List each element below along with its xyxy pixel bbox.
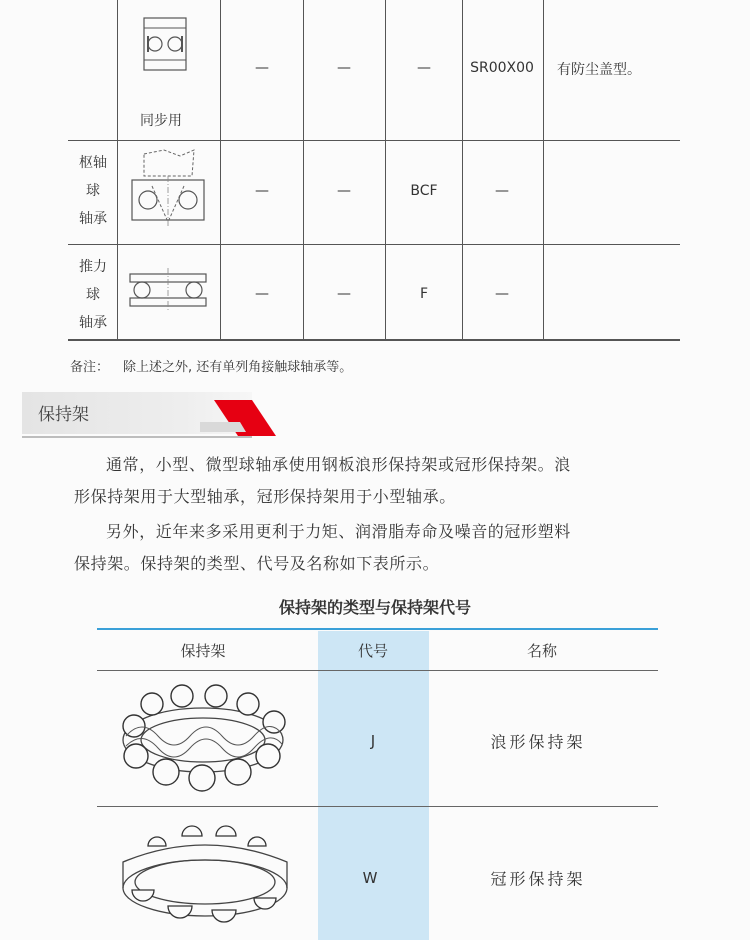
row-label-pivot bbox=[70, 149, 116, 233]
crown-cage-drawing bbox=[112, 822, 298, 934]
cell-dash: — bbox=[337, 183, 351, 199]
row-label-sync: 同步用 bbox=[140, 113, 182, 129]
row-label-thrust bbox=[70, 253, 116, 337]
paragraph-line: 通常，小型、微型球轴承使用钢板浪形保持架或冠形保持架。浪 bbox=[106, 455, 571, 474]
cell-dash: — bbox=[495, 183, 509, 199]
section-underline bbox=[22, 436, 252, 438]
row-label-line: 球 bbox=[86, 183, 100, 199]
cell-code: F bbox=[419, 286, 429, 302]
table-rule bbox=[303, 0, 304, 340]
note-text: 除上述之外, 还有单列角接触球轴承等。 bbox=[123, 360, 353, 375]
cage-name: 浪形保持架 bbox=[490, 732, 586, 752]
cell-code: BCF bbox=[410, 183, 438, 199]
cell-dash: — bbox=[255, 286, 269, 302]
table-row-rule bbox=[97, 806, 658, 807]
shielded-bearing-drawing bbox=[140, 14, 190, 74]
table-rule bbox=[385, 0, 386, 340]
thrust-bearing-drawing bbox=[126, 268, 210, 312]
cage-code: J bbox=[370, 732, 376, 750]
table-note bbox=[70, 356, 366, 375]
cell-code: SR00X00 bbox=[470, 60, 534, 76]
header-name: 名称 bbox=[526, 642, 558, 660]
note-prefix: 备注： bbox=[70, 360, 110, 375]
cell-dash: — bbox=[255, 60, 269, 76]
cell-note: 有防尘盖型。 bbox=[557, 62, 641, 78]
table-rule bbox=[543, 0, 544, 340]
cell-dash: — bbox=[337, 60, 351, 76]
table-rule bbox=[462, 0, 463, 340]
cell-dash: — bbox=[417, 60, 431, 76]
table-rule bbox=[68, 339, 680, 341]
section-accent-stripe bbox=[200, 392, 280, 438]
table-rule bbox=[68, 244, 680, 245]
table-top-rule bbox=[97, 628, 658, 630]
cell-dash: — bbox=[495, 286, 509, 302]
cell-dash: — bbox=[255, 183, 269, 199]
table-header-rule bbox=[97, 670, 658, 671]
header-code: 代号 bbox=[357, 642, 389, 660]
code-column-highlight bbox=[318, 631, 429, 940]
table-rule bbox=[68, 140, 680, 141]
row-label-line: 轴承 bbox=[79, 315, 107, 331]
row-label-line: 球 bbox=[86, 287, 100, 303]
row-label-line: 轴承 bbox=[79, 211, 107, 227]
row-label-line: 推力 bbox=[79, 259, 107, 275]
cell-dash: — bbox=[337, 286, 351, 302]
table-rule bbox=[220, 0, 221, 340]
row-label-line: 枢轴 bbox=[79, 155, 107, 171]
pivot-bearing-drawing bbox=[128, 146, 208, 232]
section-title: 保持架 bbox=[38, 405, 89, 425]
paragraph-line: 保持架。保持架的类型、代号及名称如下表所示。 bbox=[74, 554, 440, 573]
paragraph bbox=[74, 516, 686, 580]
cage-table-title: 保持架的类型与保持架代号 bbox=[278, 598, 471, 617]
paragraph-line: 另外，近年来多采用更利于力矩、润滑脂寿命及噪音的冠形塑料 bbox=[106, 522, 571, 541]
paragraph bbox=[74, 449, 686, 513]
table-rule bbox=[117, 0, 118, 340]
header-cage: 保持架 bbox=[180, 642, 226, 660]
wave-cage-drawing bbox=[112, 684, 294, 796]
cage-code: W bbox=[362, 869, 378, 887]
paragraph-line: 形保持架用于大型轴承，冠形保持架用于小型轴承。 bbox=[74, 487, 456, 506]
cage-name: 冠形保持架 bbox=[490, 869, 586, 889]
